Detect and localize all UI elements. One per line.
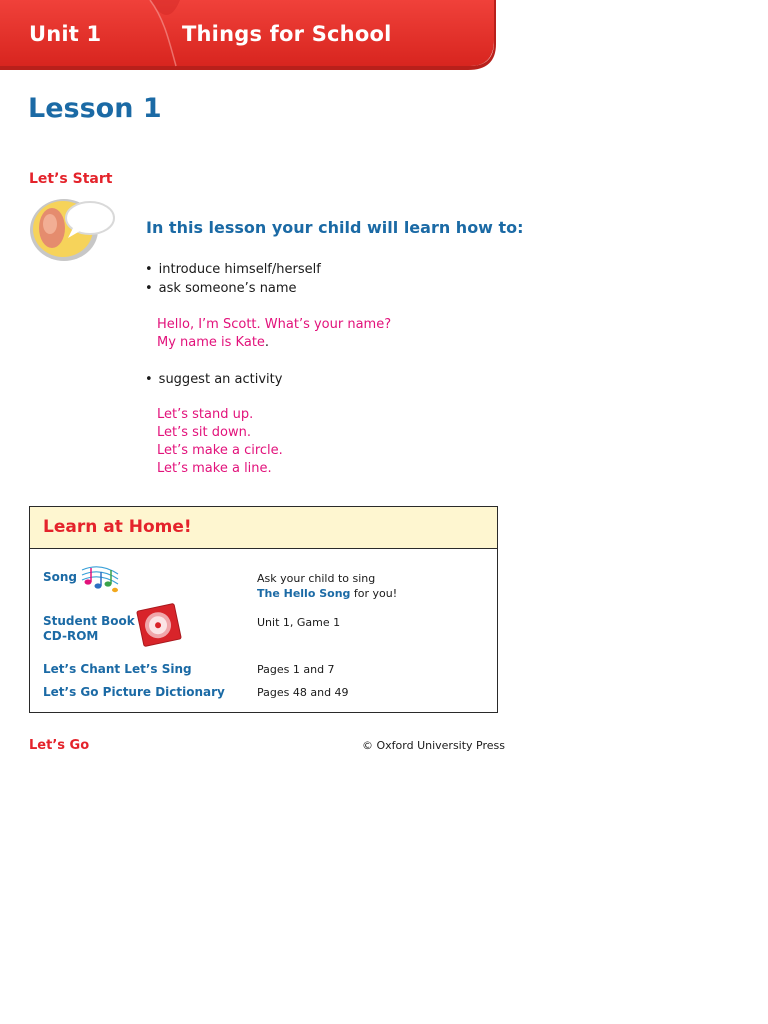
example-make-circle: Let’s make a circle. (157, 443, 283, 458)
footer-copyright: © Oxford University Press (362, 739, 506, 752)
song-note-line2 (257, 586, 397, 601)
lesson-title: Lesson 1 (28, 93, 162, 124)
lets-start-label: Let’s Start (29, 171, 113, 187)
learn-at-home-header (30, 507, 497, 549)
learn-at-home-box (29, 506, 498, 713)
unit-title: Things for School (182, 22, 392, 46)
picture-dictionary-label: Let’s Go Picture Dictionary (43, 685, 225, 699)
unit-label: Unit 1 (29, 22, 102, 46)
lesson-heading: In this lesson your child will learn how to: (146, 218, 524, 237)
chant-sing-label: Let’s Chant Let’s Sing (43, 662, 192, 676)
student-book-label (43, 614, 135, 644)
bullet-ask-name: • ask someone’s name (145, 281, 297, 296)
cd-rom-icon (134, 603, 184, 647)
talking-face-icon (28, 194, 118, 264)
learn-at-home-title: Learn at Home! (43, 517, 192, 537)
example-stand-up: Let’s stand up. (157, 407, 254, 422)
song-note (257, 571, 397, 601)
picture-dictionary-note: Pages 48 and 49 (257, 686, 349, 699)
example-sit-down: Let’s sit down. (157, 425, 251, 440)
song-note-rest: for you! (350, 587, 398, 600)
example-hello: Hello, I’m Scott. What’s your name? (157, 317, 392, 332)
unit-banner (0, 0, 496, 72)
example-my-name (157, 335, 269, 350)
bullet-introduce: • introduce himself/herself (145, 262, 321, 277)
hello-song-title: The Hello Song (257, 587, 351, 600)
footer-lets-go: Let’s Go (29, 738, 90, 753)
chant-sing-note: Pages 1 and 7 (257, 663, 335, 676)
example-period: . (264, 335, 270, 350)
example-make-line: Let’s make a line. (157, 461, 272, 476)
music-notes-icon (80, 560, 120, 594)
song-note-line1: Ask your child to sing (257, 572, 376, 585)
cd-rom-note: Unit 1, Game 1 (257, 616, 341, 629)
bullet-suggest: • suggest an activity (145, 372, 282, 387)
song-label: Song (43, 570, 78, 584)
student-book-line2: CD-ROM (43, 629, 99, 643)
example-my-name-text: My name is Kate (157, 335, 265, 350)
student-book-line1: Student Book (43, 614, 135, 628)
